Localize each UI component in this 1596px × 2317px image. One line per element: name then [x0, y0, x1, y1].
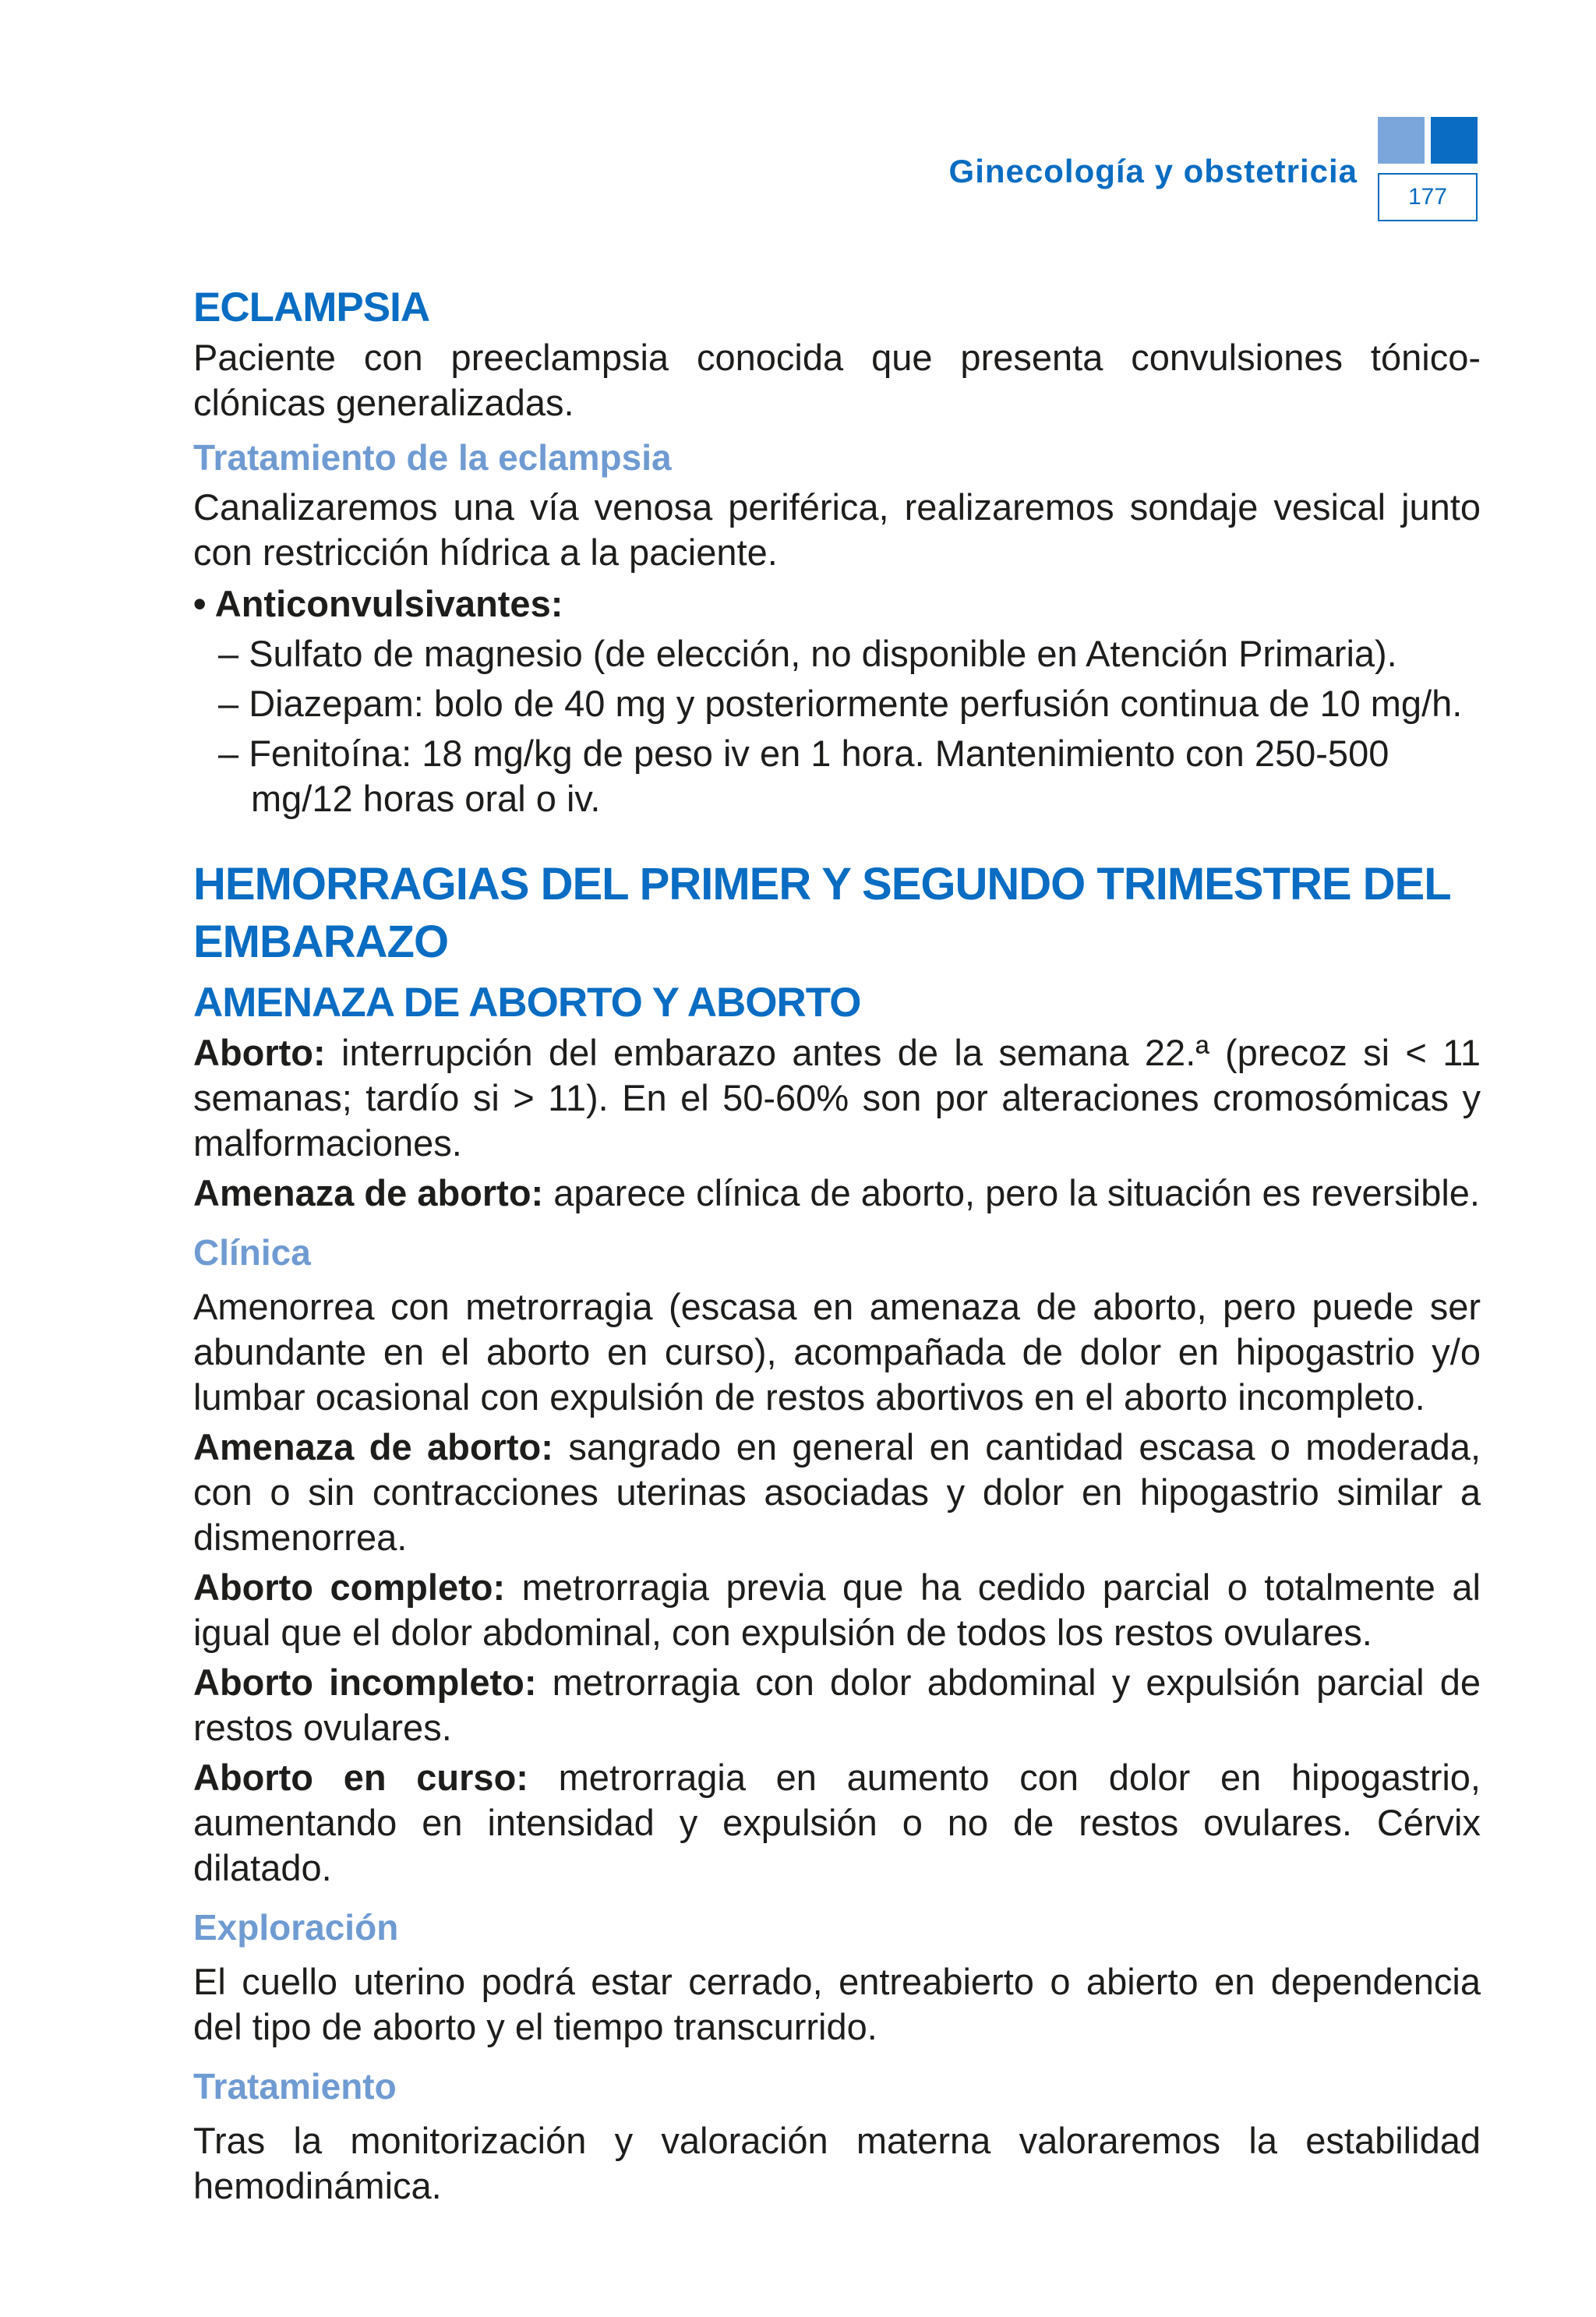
amenaza-definition: Amenaza de aborto: aparece clínica de aborto, pero la situación es reversible.	[193, 1172, 1480, 1213]
term-label: Amenaza de aborto:	[193, 1426, 553, 1468]
eclampsia-definition: Paciente con preeclampsia conocida que presenta convulsiones tónico-clónicas generalizadas.	[193, 337, 1481, 423]
bullet-anticonvulsivantes: • Anticonvulsivantes:	[193, 583, 563, 624]
term-label: Aborto incompleto:	[193, 1662, 537, 1703]
clinica-item: Amenaza de aborto: sangrado en general en cantidad escasa o moderada, con o sin contracciones uterinas asociadas y dolor en hipogastrio similar a dismenorrea.	[193, 1426, 1481, 1558]
heading-clinica: Clínica	[193, 1232, 311, 1273]
page-number: 177	[1378, 173, 1478, 221]
term-label: Aborto en curso:	[193, 1757, 528, 1798]
tratamiento-text: Tras la monitorización y valoración materna valoraremos la estabilidad hemodinámica.	[193, 2120, 1481, 2206]
term-label: Amenaza de aborto:	[193, 1172, 544, 1213]
subsection-title-aborto: AMENAZA DE ABORTO Y ABORTO	[193, 980, 861, 1026]
term-label: Aborto:	[193, 1032, 326, 1073]
clinica-item: Aborto incompleto: metrorragia con dolor abdominal y expulsión parcial de restos ovulares.	[193, 1662, 1481, 1748]
section-title-eclampsia: ECLAMPSIA	[193, 284, 430, 330]
heading-tratamiento-eclampsia: Tratamiento de la eclampsia	[193, 437, 672, 478]
heading-exploracion: Exploración	[193, 1907, 399, 1948]
clinica-item: Aborto en curso: metrorragia en aumento con dolor en hipogastrio, aumentando en intensidad y expulsión o no de restos ovulares. Cérvix dilatado.	[193, 1757, 1481, 1888]
clinica-item: Aborto completo: metrorragia previa que ha cedido parcial o totalmente al igual que el dolor abdominal, con expulsión de todos los restos ovulares.	[193, 1566, 1481, 1653]
running-title: Ginecología y obstetricia	[948, 153, 1358, 189]
header-square-light	[1378, 117, 1425, 164]
header-square-dark	[1431, 117, 1478, 164]
exploracion-text: El cuello uterino podrá estar cerrado, entreabierto o abierto en dependencia del tipo de aborto y el tiempo transcurrido.	[193, 1961, 1481, 2047]
eclampsia-treatment-text: Canalizaremos una vía venosa periférica, realizaremos sondaje vesical junto con restricción hídrica a la paciente.	[193, 486, 1481, 573]
page-content	[193, 281, 1481, 2209]
heading-tratamiento: Tratamiento	[193, 2066, 397, 2107]
aborto-definition: Aborto: interrupción del embarazo antes de la semana 22.ª (precoz si < 11 semanas; tardío si > 11). En el 50-60% son por alteraciones cromosómicas y malformaciones.	[193, 1032, 1481, 1164]
list-item: – Diazepam: bolo de 40 mg y posteriormente perfusión continua de 10 mg/h.	[218, 683, 1463, 724]
list-item: – Sulfato de magnesio (de elección, no disponible en Atención Primaria).	[218, 633, 1397, 674]
list-item: – Fenitoína: 18 mg/kg de peso iv en 1 hora. Mantenimiento con 250-500 mg/12 horas oral o iv.	[218, 733, 1389, 819]
term-label: Aborto completo:	[193, 1566, 506, 1608]
section-title-hemorragias: HEMORRAGIAS DEL PRIMER Y SEGUNDO TRIMESTRE DEL EMBARAZO	[193, 859, 1450, 967]
clinica-text: Amenorrea con metrorragia (escasa en amenaza de aborto, pero puede ser abundante en el aborto en curso), acompañada de dolor en hipogastrio y/o lumbar ocasional con expulsión de restos abortivos en el aborto incompleto.	[193, 1286, 1481, 1418]
